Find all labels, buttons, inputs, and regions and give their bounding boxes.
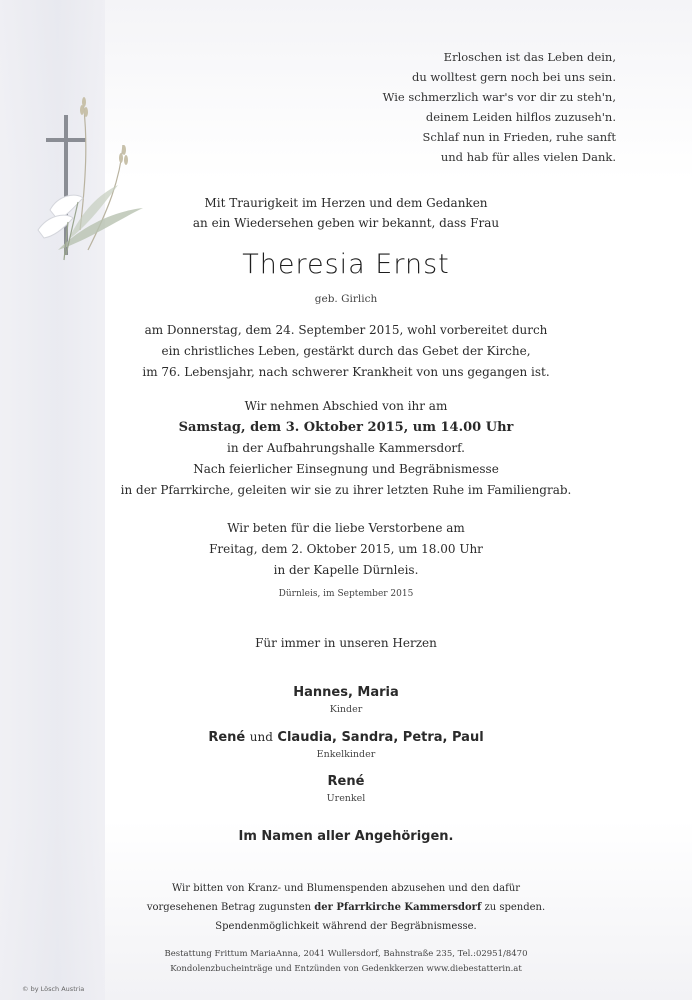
poem-line: du wolltest gern noch bei uns sein. [411,70,616,84]
farewell-line: Wir nehmen Abschied von ihr am [244,399,448,413]
request-beneficiary: der Pfarrkirche Kammersdorf [314,902,482,913]
request-line [0,898,692,917]
family-list [0,683,692,816]
death-notice [0,320,692,383]
request-pre: vorgesehenen Betrag zugunsten [146,902,312,913]
grandchildren-role: Enkelkinder [316,749,376,760]
poem-line: Erloschen ist das Leben dein, [443,50,616,64]
farewell-info [0,396,692,501]
place-date: Dürnleis, im September 2015 [278,589,414,599]
copyright: © by Lösch Austria [22,985,85,993]
farewell-line: in der Aufbahrungshalle Kammersdorf. [227,441,465,455]
footer-line: Bestattung Frittum MariaAnna, 2041 Wullersdorf, Bahnstraße 235, Tel.:02951/8470 [164,949,528,959]
poem [256,47,616,167]
prayer-line: in der Kapelle Dürnleis. [273,563,419,577]
children-role: Kinder [329,704,363,715]
deceased-name: Theresia Ernst [242,249,450,280]
intro-text [0,193,692,233]
death-line: am Donnerstag, dem 24. September 2015, wohl vorbereitet durch [144,323,548,337]
poem-line: Wie schmerzlich war's vor dir zu steh'n, [382,90,616,104]
forever-line: Für immer in unseren Herzen [255,636,437,650]
all-relatives: Im Namen aller Angehörigen. [238,829,454,844]
request-line: Spendenmöglichkeit während der Begräbnismesse. [215,921,477,932]
conjunction: und [249,730,273,744]
farewell-line: in der Pfarrkirche, geleiten wir sie zu ihrer letzten Ruhe im Familiengrab. [120,483,572,497]
death-line: ein christliches Leben, gestärkt durch das Gebet der Kirche, [161,344,531,358]
death-line: im 76. Lebensjahr, nach schwerer Krankheit von uns gegangen ist. [142,365,550,379]
intro-line: Mit Traurigkeit im Herzen und dem Gedanken [204,196,488,210]
prayer-line: Wir beten für die liebe Verstorbene am [227,521,465,535]
poem-line: und hab für alles vielen Dank. [440,150,616,164]
donation-request [0,879,692,936]
grandchild-name: René [208,730,246,745]
great-grandchild-name: René [327,774,365,789]
birth-name: geb. Girlich [314,293,378,305]
grandchildren-names [0,727,692,748]
prayer-info [0,518,692,581]
farewell-date: Samstag, dem 3. Oktober 2015, um 14.00 Uhr [178,420,514,435]
prayer-line: Freitag, dem 2. Oktober 2015, um 18.00 Uhr [209,542,483,556]
children-names: Hannes, Maria [293,685,399,700]
request-line: Wir bitten von Kranz- und Blumenspenden abzusehen und den dafür [171,883,521,894]
farewell-line: Nach feierlicher Einsegnung und Begräbnismesse [193,462,499,476]
footer-line: Kondolenzbucheinträge und Entzünden von Gedenkkerzen www.diebestatterin.at [170,964,522,974]
intro-line: an ein Wiedersehen geben wir bekannt, dass Frau [192,216,500,230]
request-post: zu spenden. [484,902,546,913]
poem-line: Schlaf nun in Frieden, ruhe sanft [422,130,616,144]
poem-line: deinem Leiden hilflos zuzuseh'n. [425,110,616,124]
great-grandchild-role: Urenkel [326,793,366,804]
footer [0,947,692,977]
grandchildren-rest: Claudia, Sandra, Petra, Paul [277,730,484,745]
